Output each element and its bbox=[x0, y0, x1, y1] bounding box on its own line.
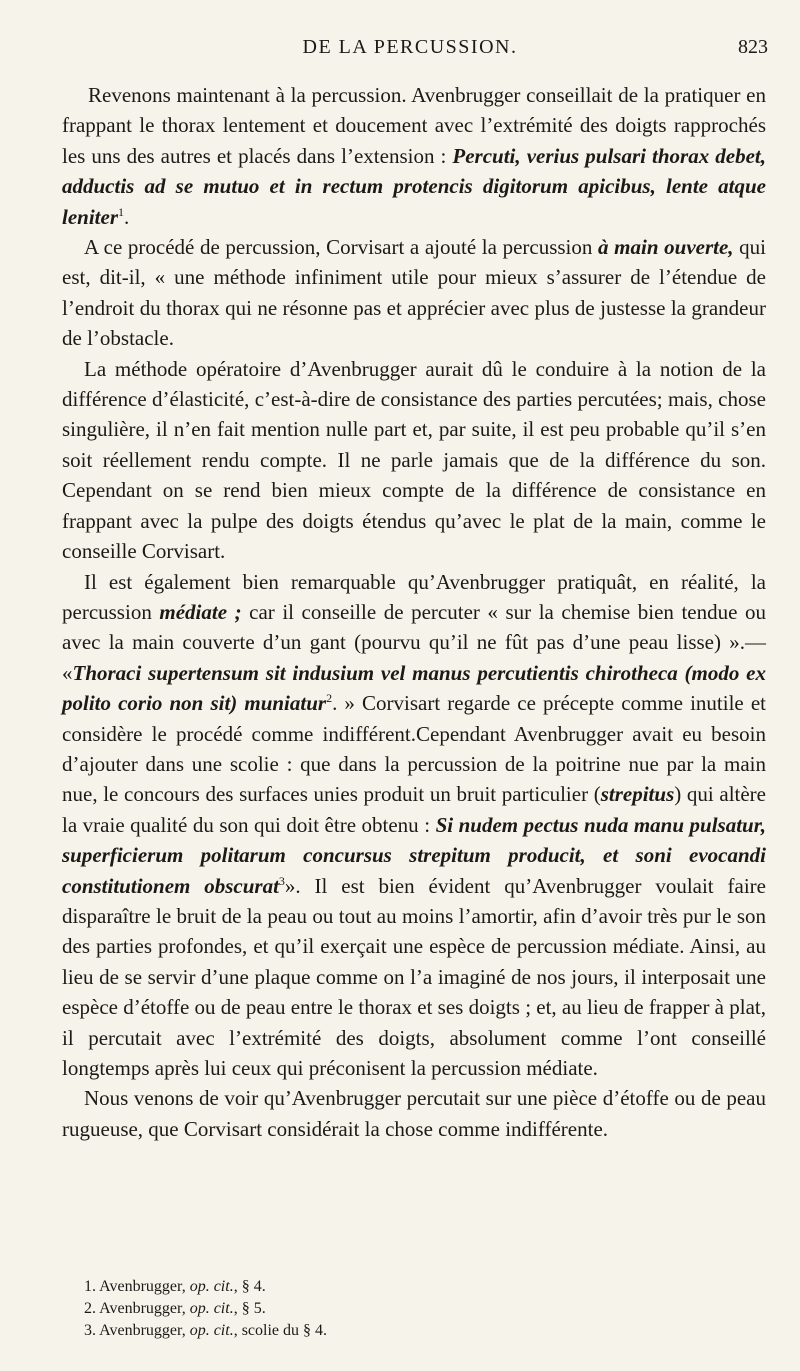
paragraph bbox=[62, 1083, 766, 1144]
text-run: , § 4. bbox=[233, 1278, 266, 1295]
italic-run: médiate ; bbox=[159, 599, 242, 624]
text-run: Nous venons de voir qu’Avenbrugger percutait sur une pièce d’étoffe ou de peau rugueuse, que Corvisart considérait la chose comme indifférente. bbox=[62, 1086, 766, 1141]
text-run: . » Corvisart regarde ce précepte comme inutile et considère le procédé comme indifférent.Cependant Avenbrugger avait eu besoin d’ajouter dans une scolie : que dans la percussion de la poitrine nue par la main nue, le concours des surfaces unies produit un bruit particulier ( bbox=[62, 691, 766, 807]
text-run: , § 5. bbox=[233, 1300, 266, 1317]
italic-run: op. cit. bbox=[189, 1300, 234, 1317]
text-run: ) qui altère la vraie qualité du son qui doit être obtenu : bbox=[62, 782, 766, 837]
text-run: qui est, dit-il, « une méthode infiniment utile pour mieux s’assurer de l’étendue de l’endroit du thorax qui ne résonne pas et apprécier avec plus de justesse la grandeur de l’obstacle. bbox=[62, 235, 767, 351]
footnote-ref: 1 bbox=[118, 204, 124, 219]
italic-run: Thoraci supertensum sit indusium vel manus percutientis chirotheca (modo ex polito corio non sit) muniatur bbox=[62, 660, 766, 716]
text-run: 2. Avenbrugger, bbox=[84, 1300, 190, 1317]
text-run: car il conseille de percuter « sur la chemise bien tendue ou avec la main couverte d’un gant (pourvu qu’il ne fût pas d’une peau lisse) ».— « bbox=[62, 599, 766, 685]
text-run: ». Il est bien évident qu’Avenbrugger voulait faire disparaître le bruit de la peau ou tout au moins l’amortir, afin d’avoir très pur le son des parties profondes, et qu’il exerçait une espèce de percussion médiate. Ainsi, au lieu de se servir d’une plaque comme on l’a imaginé de nos jours, il interposait une espèce d’étoffe ou de peau entre le thorax et ses doigts ; et, au lieu de frapper à plat, il percutait avec l’extrémité des doigts, absolument comme l’ont conseillé longtemps après lui ceux qui préconisent la percussion médiate. bbox=[62, 873, 766, 1080]
book-page bbox=[52, 0, 768, 1371]
text-run: La méthode opératoire d’Avenbrugger aurait dû le conduire à la notion de la différence d’élasticité, c’est-à-dire de consistance des parties percutées; mais, chose singulière, il n’en fait mention nulle part et, par suite, il est peu probable qu’il s’en soit réellement rendu compte. Il ne parle jamais que de la différence du son. Cependant on se rend bien mieux compte de la différence de consistance en frappant avec la pulpe des doigts étendus qu’avec le plat de la main, comme le conseille Corvisart. bbox=[62, 356, 766, 564]
footnote-ref: 2 bbox=[326, 691, 333, 706]
paragraph bbox=[62, 567, 766, 1084]
italic-run: strepitus bbox=[600, 782, 675, 807]
footnote bbox=[84, 1276, 764, 1298]
paragraph bbox=[62, 232, 766, 354]
text-run: 1. Avenbrugger, bbox=[84, 1278, 190, 1295]
running-header bbox=[52, 36, 768, 66]
page-number: 823 bbox=[738, 36, 768, 58]
footnote bbox=[84, 1298, 764, 1320]
text-run: , scolie du § 4. bbox=[233, 1322, 328, 1339]
paragraph bbox=[62, 354, 766, 567]
italic-run: à main ouverte, bbox=[598, 235, 734, 260]
paragraph bbox=[62, 80, 766, 232]
footnotes bbox=[84, 1276, 764, 1342]
italic-run: Percuti, verius pulsari thorax debet, adductis ad se mutuo et in rectum protencis digitorum apicibus, lente atque leniter bbox=[62, 143, 766, 229]
footnote bbox=[84, 1320, 764, 1342]
italic-run: op. cit. bbox=[189, 1322, 234, 1339]
text-run: Revenons maintenant à la percussion. Avenbrugger conseillait de la pratiquer en frappant le thorax lentement et doucement avec l’extrémité des doigts rapprochés les uns des autres et placés dans l’extension : bbox=[62, 83, 766, 168]
italic-run: op. cit. bbox=[189, 1278, 234, 1295]
text-run: . bbox=[124, 204, 130, 229]
running-title: DE LA PERCUSSION. bbox=[302, 36, 518, 58]
text-run: A ce procédé de percussion, Corvisart a ajouté la percussion bbox=[84, 235, 599, 260]
italic-run: Si nudem pectus nuda manu pulsatur, superficierum politarum concursus strepitum producit, et soni evocandi constitutionem obscurat bbox=[62, 812, 767, 898]
footnote-ref: 3 bbox=[278, 873, 285, 888]
text-run: Il est également bien remarquable qu’Avenbrugger pratiquât, en réalité, la percussion bbox=[62, 569, 766, 624]
text-run: 3. Avenbrugger, bbox=[84, 1322, 190, 1339]
body-text bbox=[62, 80, 766, 1144]
